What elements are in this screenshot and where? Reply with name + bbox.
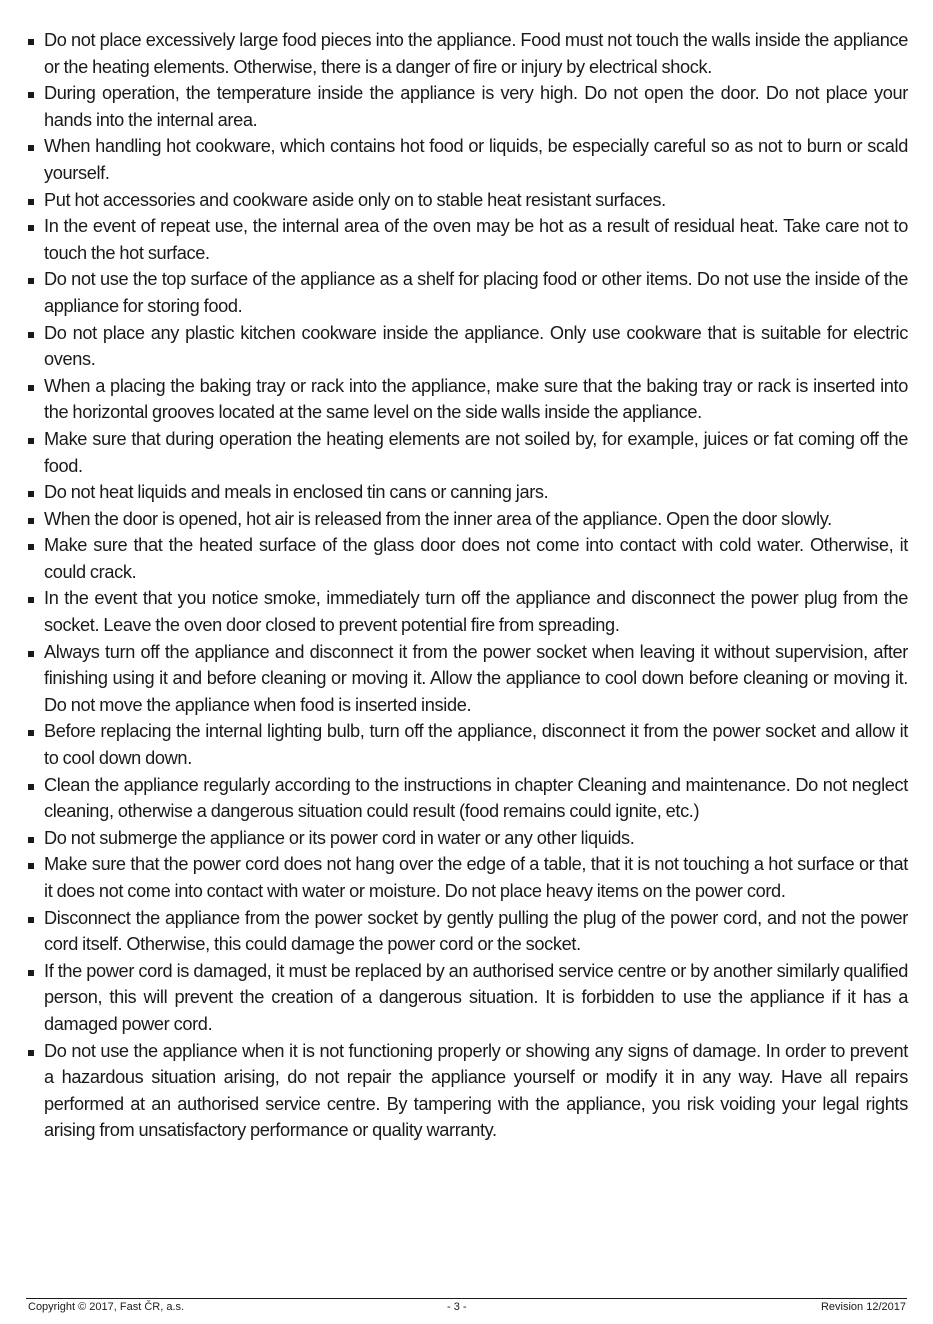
bullet-icon	[28, 199, 34, 205]
list-item	[28, 320, 908, 373]
list-item	[28, 213, 908, 266]
list-item-text: When handling hot cookware, which contains hot food or liquids, be especially careful so as not to burn or scald yourself.	[44, 136, 908, 183]
list-item-text: Disconnect the appliance from the power socket by gently pulling the plug of the power cord, and not the power cord itself. Otherwise, this could damage the power cord or the socket.	[44, 907, 908, 955]
list-item-text: Make sure that the heated surface of the glass door does not come into contact with cold water. Otherwise, it could crack.	[44, 535, 908, 582]
list-item-text: Do not submerge the appliance or its power cord in water or any other liquids.	[44, 827, 635, 848]
list-item	[28, 532, 908, 585]
list-item	[28, 133, 908, 186]
list-item-text: Always turn off the appliance and disconnect it from the power socket when leaving it without supervision, after finishing using it and before cleaning or moving it. Allow the appliance to cool down before cleaning or moving it. Do not move the appliance when food is inserted inside.	[44, 641, 908, 715]
footer-copyright: Copyright © 2017, Fast ČR, a.s.	[28, 1301, 185, 1313]
bullet-icon	[28, 730, 34, 736]
list-item	[28, 266, 908, 319]
bullet-icon	[28, 970, 34, 976]
list-item	[28, 851, 908, 904]
list-item	[28, 506, 908, 533]
bullet-icon	[28, 438, 34, 444]
list-item-text: Clean the appliance regularly according to the instructions in chapter Cleaning and maintenance. Do not neglect cleaning, otherwise a dangerous situation could result (food remains could ignite, etc.)	[44, 774, 908, 822]
bullet-icon	[28, 651, 34, 657]
bullet-icon	[28, 597, 34, 603]
footer-revision: Revision 12/2017	[820, 1301, 906, 1313]
list-item-text: During operation, the temperature inside the appliance is very high. Do not open the door. Do not place your hands into the internal area.	[44, 83, 908, 130]
bullet-icon	[28, 92, 34, 98]
list-item-text: Do not place excessively large food pieces into the appliance. Food must not touch the walls inside the appliance or the heating elements. Otherwise, there is a danger of fire or injury by electrical shock.	[44, 30, 908, 77]
footer-divider	[26, 1298, 907, 1299]
page-number: - 3 -	[447, 1301, 467, 1313]
bullet-icon	[28, 837, 34, 843]
document-body	[28, 27, 908, 1144]
safety-instructions-list	[28, 27, 908, 1144]
list-item	[28, 905, 908, 958]
list-item-text: When a placing the baking tray or rack into the appliance, make sure that the baking tray or rack is inserted into the horizontal grooves located at the same level on the side walls inside the appliance.	[44, 375, 908, 423]
bullet-icon	[28, 863, 34, 869]
list-item	[28, 479, 908, 506]
bullet-icon	[28, 225, 34, 231]
bullet-icon	[28, 385, 34, 391]
bullet-icon	[28, 544, 34, 550]
list-item-text: Before replacing the internal lighting bulb, turn off the appliance, disconnect it from the power socket and allow it to cool down down.	[44, 721, 908, 769]
bullet-icon	[28, 917, 34, 923]
bullet-icon	[28, 518, 34, 524]
list-item-text: Put hot accessories and cookware aside only on to stable heat resistant surfaces.	[44, 189, 666, 210]
list-item-text: Do not use the appliance when it is not functioning properly or showing any signs of damage. In order to prevent a hazardous situation arising, do not repair the appliance yourself or modify it in any way. Have all repairs performed at an authorised service centre. By tampering with the appliance, you risk voiding your legal rights arising from unsatisfactory performance or quality warranty.	[44, 1040, 908, 1141]
list-item-text: In the event that you notice smoke, immediately turn off the appliance and disconnect the power plug from the socket. Leave the oven door closed to prevent potential fire from spreading.	[44, 588, 908, 636]
list-item	[28, 27, 908, 80]
list-item	[28, 718, 908, 771]
bullet-icon	[28, 491, 34, 497]
list-item-text: When the door is opened, hot air is released from the inner area of the appliance. Open the door slowly.	[44, 508, 832, 529]
list-item-text: Make sure that the power cord does not hang over the edge of a table, that it is not touching a hot surface or that it does not come into contact with water or moisture. Do not place heavy items on the power cord.	[44, 854, 908, 901]
list-item-text: In the event of repeat use, the internal area of the oven may be hot as a result of residual heat. Take care not to touch the hot surface.	[44, 216, 908, 263]
list-item	[28, 80, 908, 133]
bullet-icon	[28, 332, 34, 338]
list-item	[28, 585, 908, 638]
bullet-icon	[28, 1050, 34, 1056]
list-item	[28, 1038, 908, 1144]
bullet-icon	[28, 278, 34, 284]
list-item	[28, 373, 908, 426]
list-item-text: Do not place any plastic kitchen cookware inside the appliance. Only use cookware that is suitable for electric ovens.	[44, 322, 908, 370]
list-item-text: If the power cord is damaged, it must be replaced by an authorised service centre or by another similarly qualified person, this will prevent the creation of a dangerous situation. It is forbidden to use the appliance if it has a damaged power cord.	[44, 960, 908, 1034]
list-item	[28, 825, 908, 852]
list-item	[28, 958, 908, 1038]
list-item	[28, 187, 908, 214]
list-item	[28, 426, 908, 479]
list-item-text: Make sure that during operation the heating elements are not soiled by, for example, juices or fat coming off the food.	[44, 428, 908, 476]
bullet-icon	[28, 39, 34, 45]
list-item-text: Do not use the top surface of the appliance as a shelf for placing food or other items. Do not use the inside of the appliance for storing food.	[44, 269, 908, 316]
list-item	[28, 639, 908, 719]
bullet-icon	[28, 784, 34, 790]
list-item	[28, 772, 908, 825]
list-item-text: Do not heat liquids and meals in enclosed tin cans or canning jars.	[44, 482, 549, 503]
bullet-icon	[28, 145, 34, 151]
